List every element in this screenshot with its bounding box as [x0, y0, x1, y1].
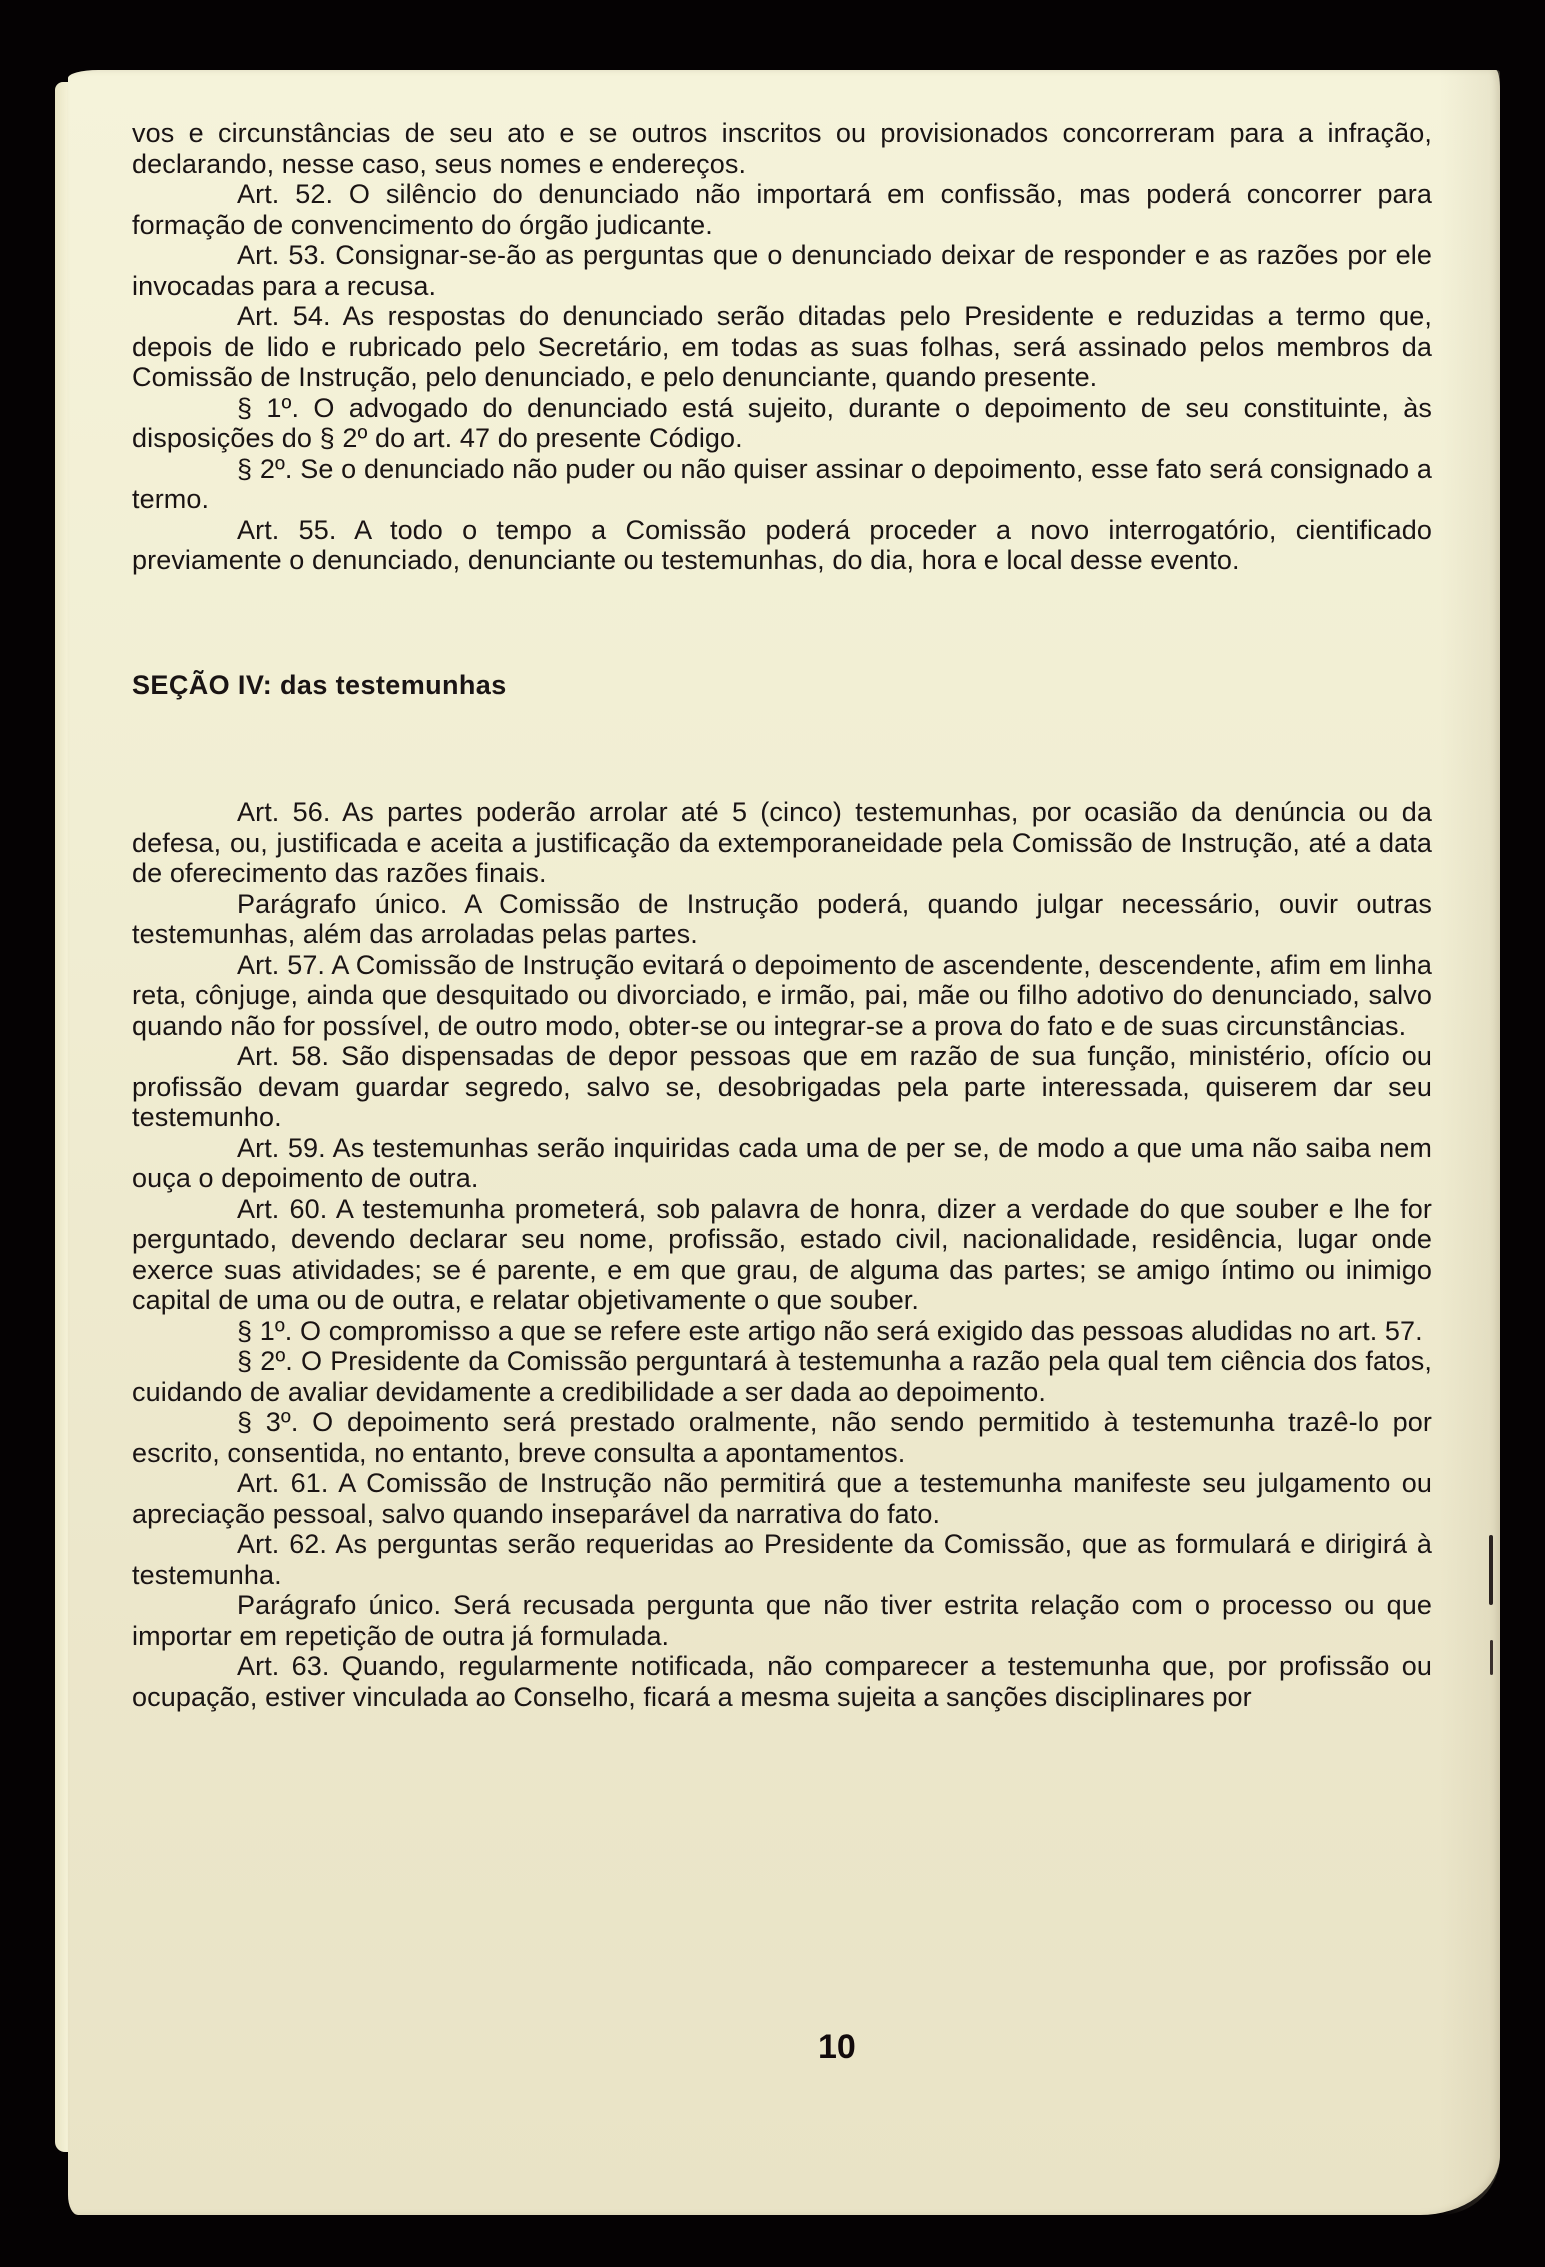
article-60-paragraph-3: § 3º. O depoimento será prestado oralmente, não sendo permitido à testemunha trazê-lo por escrito, consentida, no entanto, breve consulta a apontamentos.	[132, 1407, 1432, 1468]
article-57: Art. 57. A Comissão de Instrução evitará o depoimento de ascendente, descendente, afim em linha reta, cônjuge, ainda que desquitado ou divorciado, e irmão, pai, mãe ou filho adotivo do denunciado, salvo quando não for possível, de outro modo, obter-se ou integrar-se a prova do fato e de suas circunstâncias.	[132, 949, 1432, 1041]
paragraphs-after-section	[132, 797, 1432, 1712]
paragraphs-before-section	[132, 118, 1432, 576]
article-60: Art. 60. A testemunha prometerá, sob palavra de honra, dizer a verdade do que souber e lhe for perguntado, devendo declarar seu nome, profissão, estado civil, nacionalidade, residência, lugar onde exerce suas atividades; se é parente, e em que grau, de alguma das partes; se amigo íntimo ou inimigo capital de uma ou de outra, e relatar objetivamente o que souber.	[132, 1193, 1432, 1315]
article-52: Art. 52. O silêncio do denunciado não importará em confissão, mas poderá concorrer para formação de convencimento do órgão judicante.	[132, 179, 1432, 240]
article-54-paragraph-2: § 2º. Se o denunciado não puder ou não quiser assinar o depoimento, esse fato será consignado a termo.	[132, 453, 1432, 514]
article-59: Art. 59. As testemunhas serão inquiridas cada uma de per se, de modo a que uma não saiba nem ouça o depoimento de outra.	[132, 1132, 1432, 1193]
article-60-paragraph-2: § 2º. O Presidente da Comissão perguntará à testemunha a razão pela qual tem ciência dos fatos, cuidando de avaliar devidamente a credibilidade a ser dada ao depoimento.	[132, 1346, 1432, 1407]
binding-mark	[1489, 1535, 1493, 1605]
article-60-paragraph-1: § 1º. O compromisso a que se refere este artigo não será exigido das pessoas aludidas no art. 57.	[237, 1315, 1423, 1346]
article-55: Art. 55. A todo o tempo a Comissão poderá proceder a novo interrogatório, cientificado previamente o denunciado, denunciante ou testemunhas, do dia, hora e local desse evento.	[132, 514, 1432, 575]
article-61: Art. 61. A Comissão de Instrução não permitirá que a testemunha manifeste seu julgamento ou apreciação pessoal, salvo quando inseparável da narrativa do fato.	[132, 1468, 1432, 1529]
article-54: Art. 54. As respostas do denunciado serão ditadas pelo Presidente e reduzidas a termo que, depois de lido e rubricado pelo Secretário, em todas as suas folhas, será assinado pelos membros da Comissão de Instrução, pelo denunciado, e pelo denunciante, quando presente.	[132, 301, 1432, 392]
article-58: Art. 58. São dispensadas de depor pessoas que em razão de sua função, ministério, ofício ou profissão devam guardar segredo, salvo se, desobrigadas pela parte interessada, quiserem dar seu testemunho.	[132, 1041, 1432, 1132]
spacer	[132, 700, 1432, 797]
page-number: 10	[818, 2028, 856, 2066]
paragraph-continuation: vos e circunstâncias de seu ato e se outros inscritos ou provisionados concorreram para a infração, declarando, nesse caso, seus nomes e endereços.	[132, 118, 1432, 179]
article-53: Art. 53. Consignar-se-ão as perguntas que o denunciado deixar de responder e as razões por ele invocadas para a recusa.	[132, 240, 1432, 301]
article-56: Art. 56. As partes poderão arrolar até 5 (cinco) testemunhas, por ocasião da denúncia ou da defesa, ou, justificada e aceita a justificação da extemporaneidade pela Comissão de Instrução, até a data de oferecimento das razões finais.	[132, 797, 1432, 888]
section-title: SEÇÃO IV: das testemunhas	[132, 669, 507, 700]
page-content	[132, 118, 1432, 1712]
binding-mark	[1490, 1640, 1493, 1675]
spacer	[132, 576, 1432, 670]
page-shading	[1440, 70, 1500, 2215]
article-63: Art. 63. Quando, regularmente notificada, não comparecer a testemunha que, por profissão ou ocupação, estiver vinculada ao Conselho, ficará a mesma sujeita a sanções disciplinares por	[132, 1651, 1432, 1712]
article-56-sole-paragraph: Parágrafo único. A Comissão de Instrução poderá, quando julgar necessário, ouvir outras testemunhas, além das arroladas pelas partes.	[132, 888, 1432, 949]
article-62-sole-paragraph: Parágrafo único. Será recusada pergunta que não tiver estrita relação com o processo ou que importar em repetição de outra já formulada.	[132, 1590, 1432, 1651]
article-54-paragraph-1: § 1º. O advogado do denunciado está sujeito, durante o depoimento de seu constituinte, às disposições do § 2º do art. 47 do presente Código.	[132, 392, 1432, 453]
article-62: Art. 62. As perguntas serão requeridas ao Presidente da Comissão, que as formulará e dirigirá à testemunha.	[132, 1529, 1432, 1590]
